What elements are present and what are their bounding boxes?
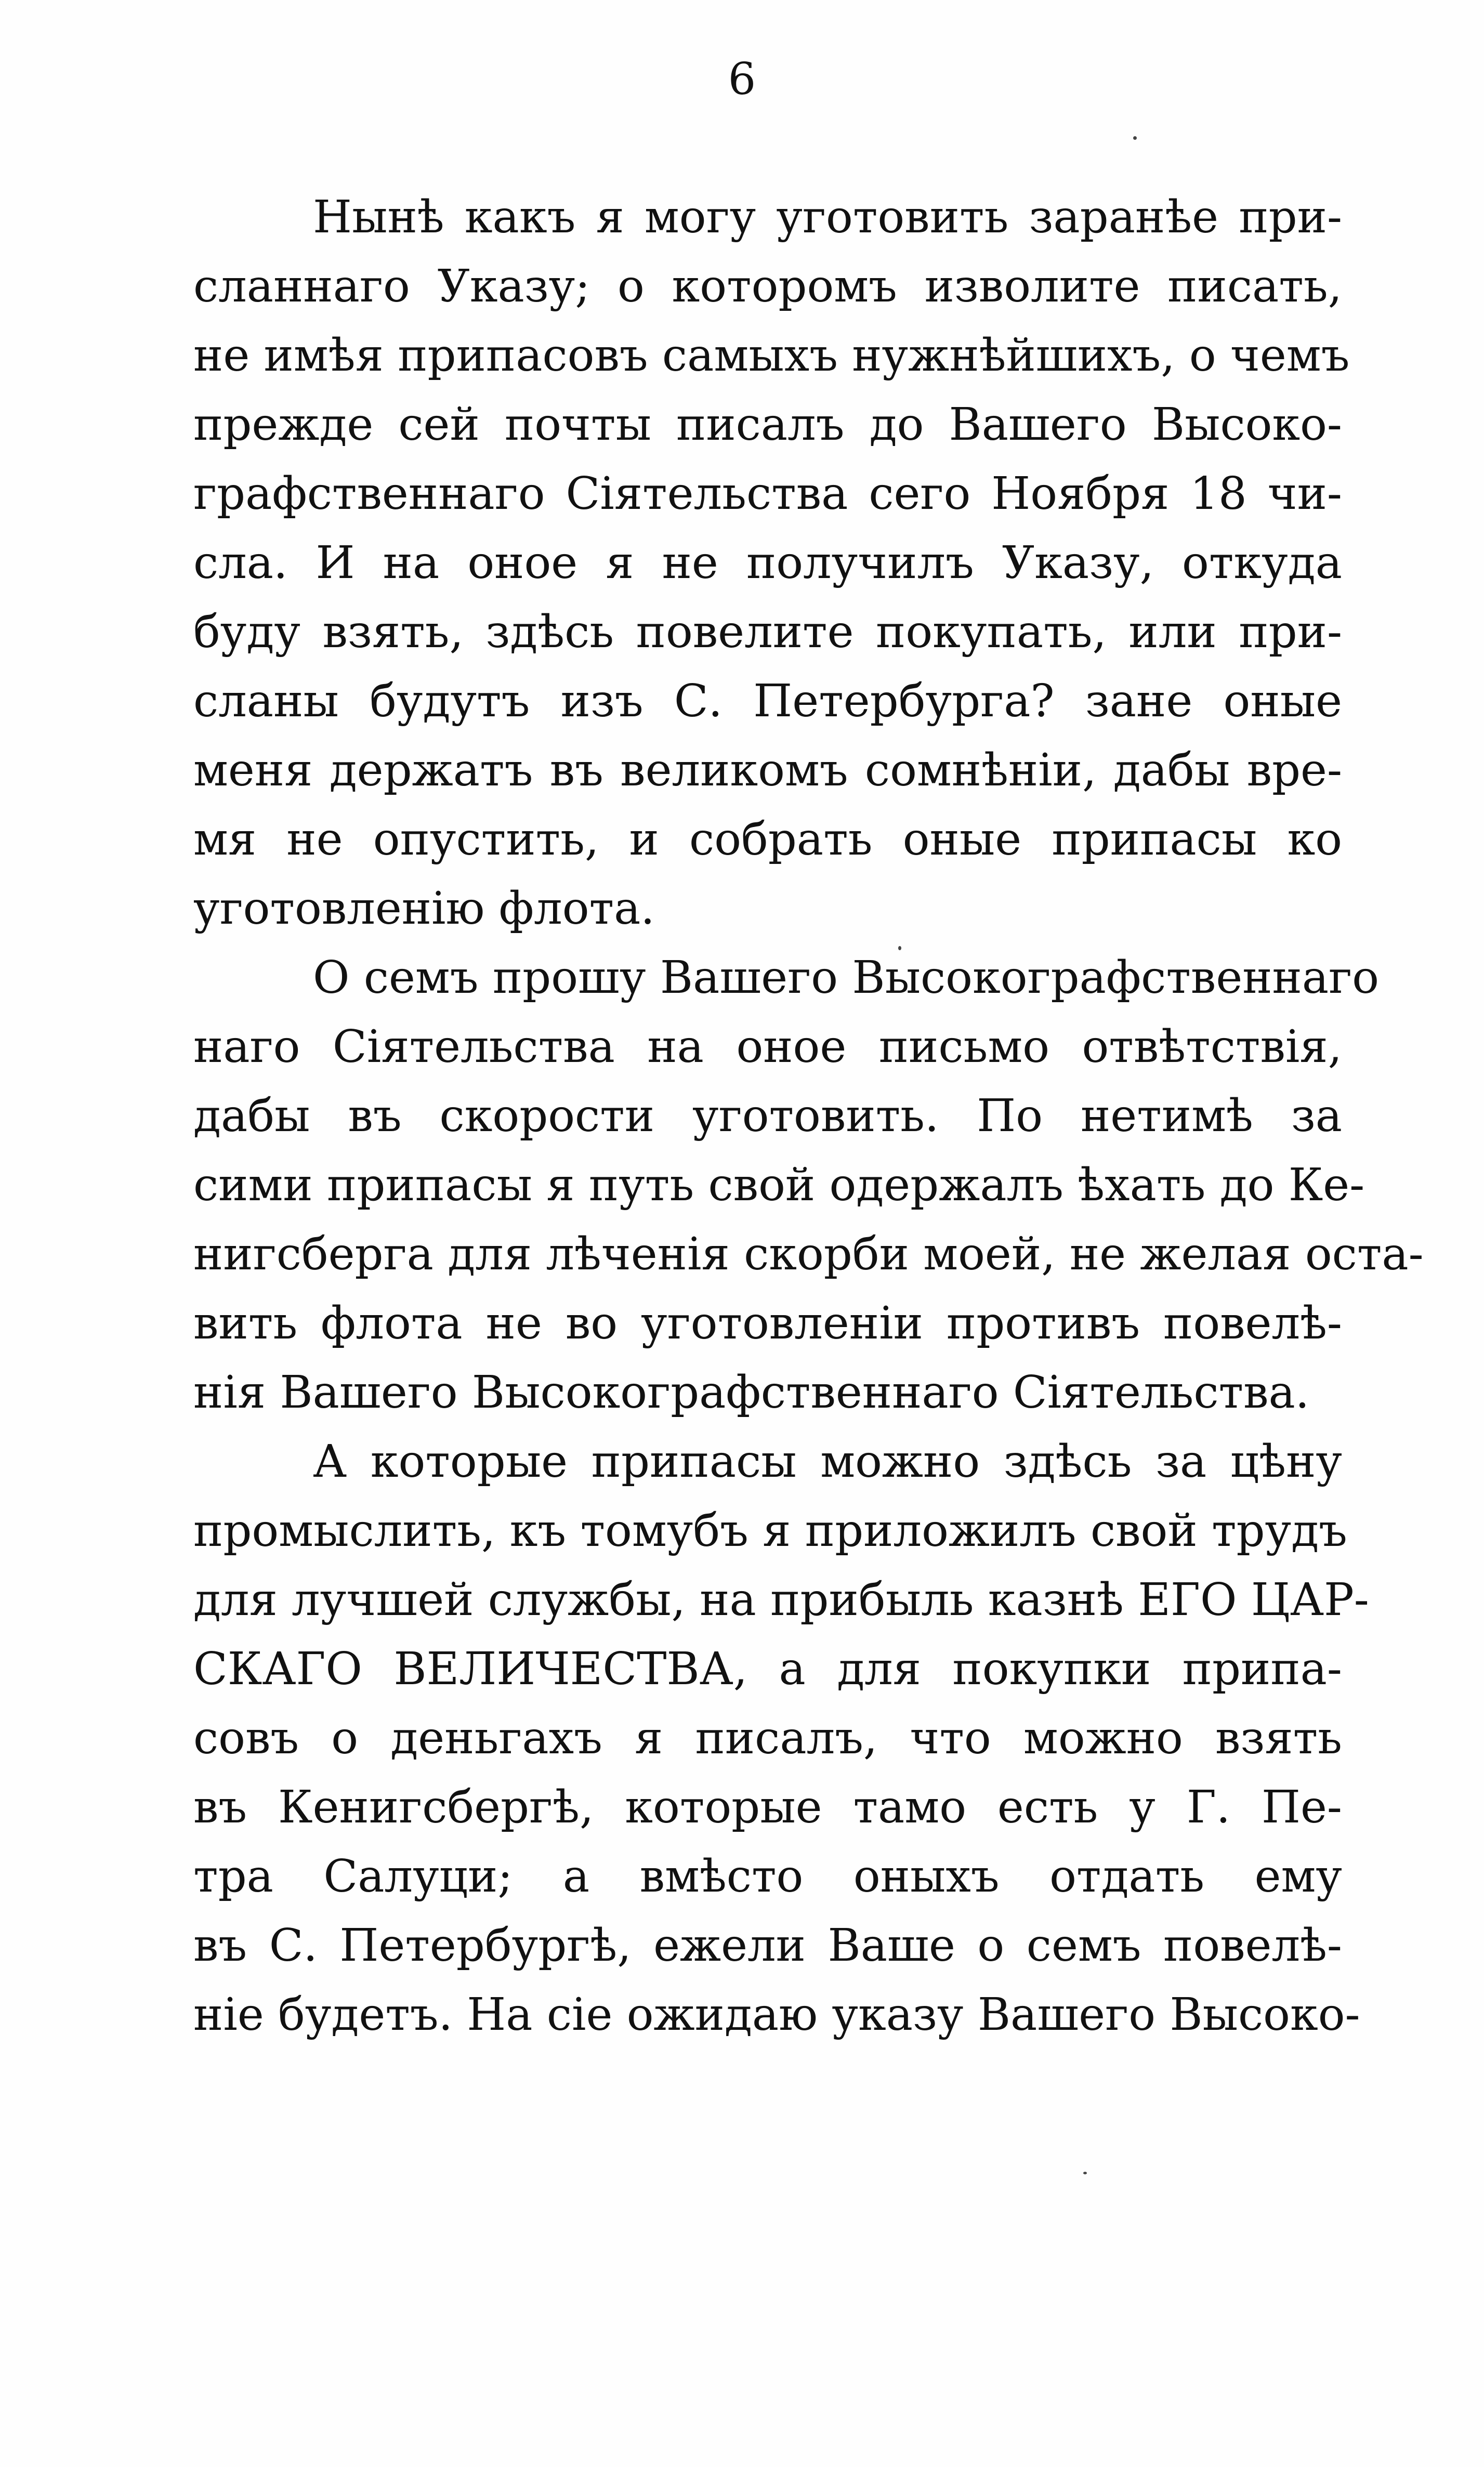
page-number: 6 bbox=[728, 54, 756, 104]
text-line: дабы въ скорости уготовить. По нетимѣ за bbox=[193, 1090, 1342, 1142]
text-line: сланнаго Указу; о которомъ изволите писать, bbox=[193, 260, 1342, 312]
body-text bbox=[193, 183, 1424, 2050]
text-line: въ Кенигсбергѣ, которые тамо есть у Г. Пе- bbox=[193, 1781, 1342, 1833]
text-line: вить флота не во уготовленіи противъ повелѣ- bbox=[193, 1297, 1342, 1349]
text-line: наго Сіятельства на оное письмо отвѣтствія, bbox=[193, 1021, 1342, 1073]
text-line: О семъ прошу Вашего Высокографственнаго bbox=[313, 952, 1379, 1004]
text-line: нія Вашего Высокографственнаго Сіятельства. bbox=[193, 1367, 1310, 1419]
text-line: совъ о деньгахъ я писалъ, что можно взять bbox=[193, 1712, 1342, 1764]
text-line: Нынѣ какъ я могу уготовить заранѣе при- bbox=[313, 191, 1342, 243]
text-line: ніе будетъ. На сіе ожидаю указу Вашего Высоко- bbox=[193, 1989, 1360, 2041]
text-line: А которые припасы можно здѣсь за цѣну bbox=[313, 1436, 1342, 1488]
text-line: нигсберга для лѣченія скорби моей, не желая оста- bbox=[193, 1228, 1424, 1280]
text-line: СКАГО ВЕЛИЧЕСТВА, а для покупки припа- bbox=[193, 1643, 1342, 1695]
text-line: сланы будутъ изъ С. Петербурга? зане оные bbox=[193, 675, 1342, 727]
text-line: графственнаго Сіятельства сего Ноября 18 чи- bbox=[193, 468, 1342, 520]
text-line: буду взять, здѣсь повелите покупать, или при- bbox=[193, 606, 1342, 658]
print-speck bbox=[898, 946, 901, 950]
text-line: сла. И на оное я не получилъ Указу, откуда bbox=[193, 537, 1342, 589]
print-speck bbox=[1083, 2172, 1087, 2174]
text-line: сими припасы я путь свой одержалъ ѣхать до Ке- bbox=[193, 1159, 1365, 1211]
text-line: для лучшей службы, на прибыль казнѣ ЕГО ЦАР- bbox=[193, 1574, 1369, 1626]
text-line: меня держатъ въ великомъ сомнѣніи, дабы вре- bbox=[193, 744, 1342, 796]
text-line: тра Салуци; а вмѣсто оныхъ отдать ему bbox=[193, 1851, 1342, 1902]
text-line: не имѣя припасовъ самыхъ нужнѣйшихъ, о чемъ bbox=[193, 330, 1350, 382]
text-line: промыслить, къ томубъ я приложилъ свой трудъ bbox=[193, 1505, 1347, 1557]
text-line: въ С. Петербургѣ, ежели Ваше о семъ повелѣ- bbox=[193, 1920, 1342, 1972]
print-speck bbox=[1133, 136, 1137, 140]
text-line: прежде сей почты писалъ до Вашего Высоко- bbox=[193, 399, 1342, 451]
text-line: мя не опустить, и собрать оные припасы ко bbox=[193, 813, 1342, 865]
text-line: уготовленію флота. bbox=[193, 883, 655, 935]
